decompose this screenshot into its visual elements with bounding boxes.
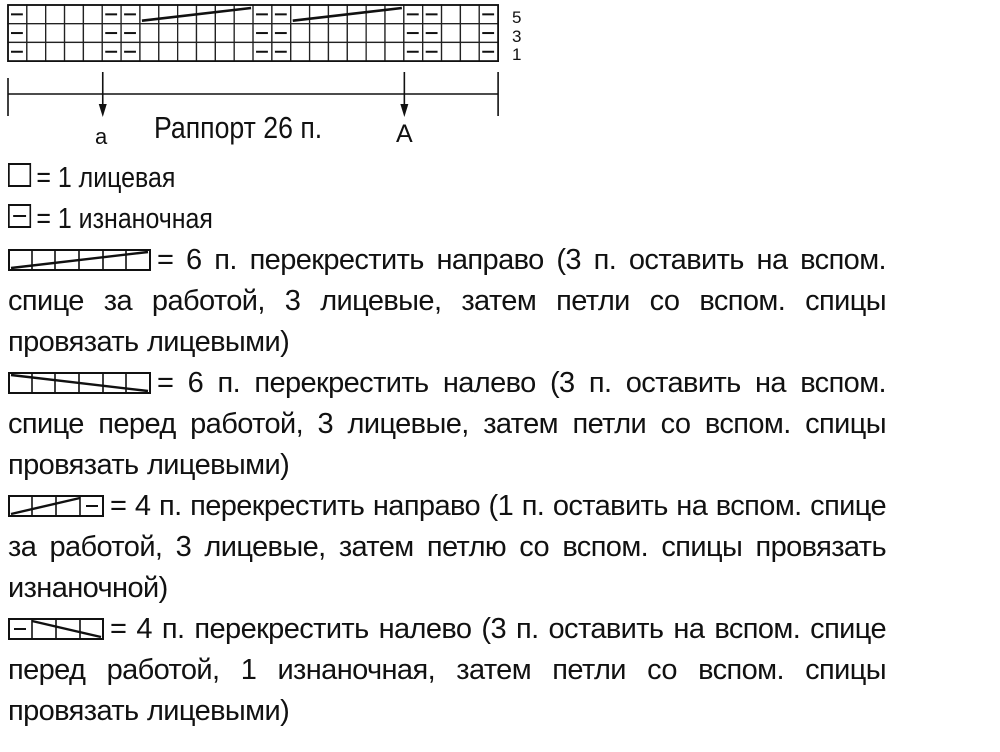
- chart-cell: [140, 42, 159, 61]
- chart-cell: [46, 42, 65, 61]
- chart-cell: [366, 24, 385, 43]
- legend-cross6-left-text: = 6 п. перекрестить налево (3 п. оставить на вспом. спице перед работой, 3 лицевые, затем петли со вспом. спицы провязать лицевыми): [8, 367, 886, 481]
- marker-A-label: A: [396, 120, 413, 148]
- chart-cell: [347, 42, 366, 61]
- chart-cell: [215, 42, 234, 61]
- legend-knit-text: = 1 лицевая: [36, 162, 176, 194]
- chart-cell: [442, 5, 461, 24]
- chart-cell: [83, 24, 102, 43]
- chart-cell: [460, 42, 479, 61]
- arrow-a-icon-head: [99, 104, 107, 117]
- chart-cell: [328, 42, 347, 61]
- chart-cell: [140, 24, 159, 43]
- chart-cell: [366, 5, 385, 24]
- chart-cell: [234, 42, 253, 61]
- cable-4-left-icon: [8, 618, 104, 640]
- arrow-A-icon-head: [400, 104, 408, 117]
- legend-purl-text: = 1 изнаночная: [36, 203, 213, 235]
- legend-cross4-right: [8, 486, 886, 609]
- legend-cross4-left: [8, 609, 886, 732]
- row-number-3: 3: [512, 27, 522, 46]
- chart-cell: [310, 24, 329, 43]
- cable-6-left-icon: [8, 372, 151, 394]
- legend-cross4-right-text: = 4 п. перекрестить направо (1 п. оставить на вспом. спице за работой, 3 лицевые, затем петлю со вспом. спицы провязать изнаночной): [8, 490, 886, 604]
- chart-cell: [366, 42, 385, 61]
- chart-cell: [178, 42, 197, 61]
- chart-cell: [460, 5, 479, 24]
- chart-cell: [46, 5, 65, 24]
- legend-knit: [8, 158, 763, 199]
- chart-cell: [27, 5, 46, 24]
- chart-cell: [347, 24, 366, 43]
- chart-cell: [460, 24, 479, 43]
- chart-cell: [197, 42, 216, 61]
- repeat-label: Раппорт 26 п.: [154, 110, 323, 145]
- legend-cross6-right: [8, 240, 886, 363]
- cable-6-right-icon: [8, 249, 151, 271]
- legend-purl: [8, 199, 763, 240]
- cable-4-right-icon: [8, 495, 104, 517]
- chart-cell: [27, 24, 46, 43]
- row-number-5: 5: [512, 8, 522, 27]
- marker-a-label: a: [95, 124, 108, 149]
- chart-cell: [159, 42, 178, 61]
- chart-cell: [442, 42, 461, 61]
- legend-cross4-left-text: = 4 п. перекрестить налево (3 п. оставить на вспом. спице перед работой, 1 изнаночная, затем петли со вспом. спицы провязать лицевыми): [8, 613, 886, 727]
- chart-cell: [234, 24, 253, 43]
- empty-square-icon: [8, 162, 31, 195]
- chart-cell: [385, 42, 404, 61]
- knitting-chart: [0, 0, 530, 125]
- chart-cell: [310, 42, 329, 61]
- chart-cell: [442, 24, 461, 43]
- chart-cell: [159, 5, 178, 24]
- chart-cell: [215, 5, 234, 24]
- chart-cell: [65, 42, 84, 61]
- chart-cell: [197, 24, 216, 43]
- chart-cell: [328, 24, 347, 43]
- row-number-1: 1: [512, 45, 522, 64]
- chart-cell: [178, 24, 197, 43]
- chart-cell: [159, 24, 178, 43]
- legend: [8, 158, 886, 732]
- legend-cross6-right-text: = 6 п. перекрестить направо (3 п. оставить на вспом. спице за работой, 3 лицевые, затем петли со вспом. спицы провязать лицевыми): [8, 244, 886, 358]
- chart-cell: [291, 24, 310, 43]
- chart-cell: [46, 24, 65, 43]
- chart-cell: [83, 42, 102, 61]
- dash-square-icon: [8, 203, 31, 236]
- legend-cross6-left: [8, 363, 886, 486]
- chart-cell: [291, 42, 310, 61]
- chart-cell: [215, 24, 234, 43]
- chart-cell: [65, 5, 84, 24]
- chart-cell: [65, 24, 84, 43]
- chart-cell: [310, 5, 329, 24]
- chart-cell: [385, 24, 404, 43]
- chart-cell: [27, 42, 46, 61]
- chart-cell: [83, 5, 102, 24]
